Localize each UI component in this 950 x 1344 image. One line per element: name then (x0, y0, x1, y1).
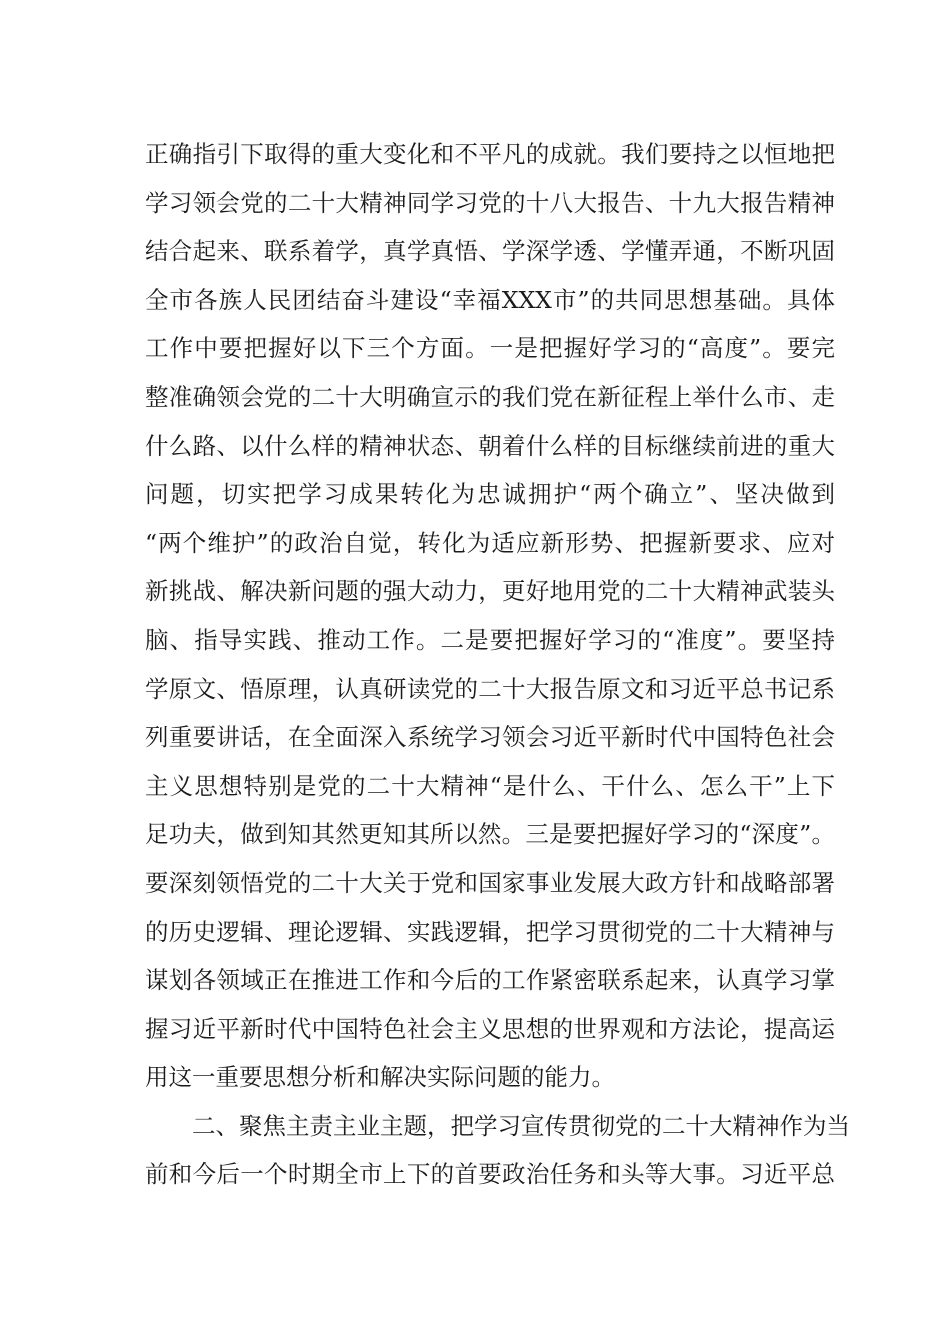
text-line: 学习领会党的二十大精神同学习党的十八大报告、十九大报告精神 (145, 188, 835, 217)
text-line: 结合起来、联系着学，真学真悟、学深学透、学懂弄通，不断巩固 (145, 237, 835, 266)
text-line: 用这一重要思想分析和解决实际问题的能力。 (145, 1063, 615, 1092)
text-line: 正确指引下取得的重大变化和不平凡的成就。我们要持之以恒地把 (145, 140, 835, 168)
text-line: 脑、指导实践、推动工作。二是要把握好学习的“准度”。要坚持 (145, 625, 835, 654)
text-line: 主义思想特别是党的二十大精神“是什么、干什么、怎么干”上下 (145, 771, 835, 800)
text-line: 什么路、以什么样的精神状态、朝着什么样的目标继续前进的重大 (145, 431, 835, 460)
text-line: 二、聚焦主责主业主题，把学习宣传贯彻党的二十大精神作为当 (192, 1111, 850, 1140)
text-line: 全市各族人民团结奋斗建设“幸福XXX市”的共同思想基础。具体 (145, 285, 835, 314)
text-line: 整准确领会党的二十大明确宣示的我们党在新征程上举什么市、走 (145, 382, 835, 411)
text-line: 问题，切实把学习成果转化为忠诚拥护“两个确立”、坚决做到 (145, 480, 835, 509)
text-line: “两个维护”的政治自觉，转化为适应新形势、把握新要求、应对 (145, 528, 835, 557)
text-line: 足功夫，做到知其然更知其所以然。三是要把握好学习的“深度”。 (145, 820, 835, 849)
body-text (145, 130, 850, 1199)
text-line: 工作中要把握好以下三个方面。一是把握好学习的“高度”。要完 (145, 334, 835, 363)
text-line: 的历史逻辑、理论逻辑、实践逻辑，把学习贯彻党的二十大精神与 (145, 917, 835, 946)
text-line: 列重要讲话，在全面深入系统学习领会习近平新时代中国特色社会 (145, 723, 835, 752)
text-line: 新挑战、解决新问题的强大动力，更好地用党的二十大精神武装头 (145, 577, 835, 606)
paragraph-1 (145, 130, 835, 1102)
text-line: 要深刻领悟党的二十大关于党和国家事业发展大政方针和战略部署 (145, 868, 835, 897)
text-line: 谋划各领域正在推进工作和今后的工作紧密联系起来，认真学习掌 (145, 966, 835, 995)
text-line: 前和今后一个时期全市上下的首要政治任务和头等大事。习近平总 (145, 1160, 835, 1189)
text-line: 学原文、悟原理，认真研读党的二十大报告原文和习近平总书记系 (145, 674, 835, 703)
paragraph-2 (145, 1102, 850, 1199)
text-line: 握习近平新时代中国特色社会主义思想的世界观和方法论，提高运 (145, 1014, 835, 1043)
